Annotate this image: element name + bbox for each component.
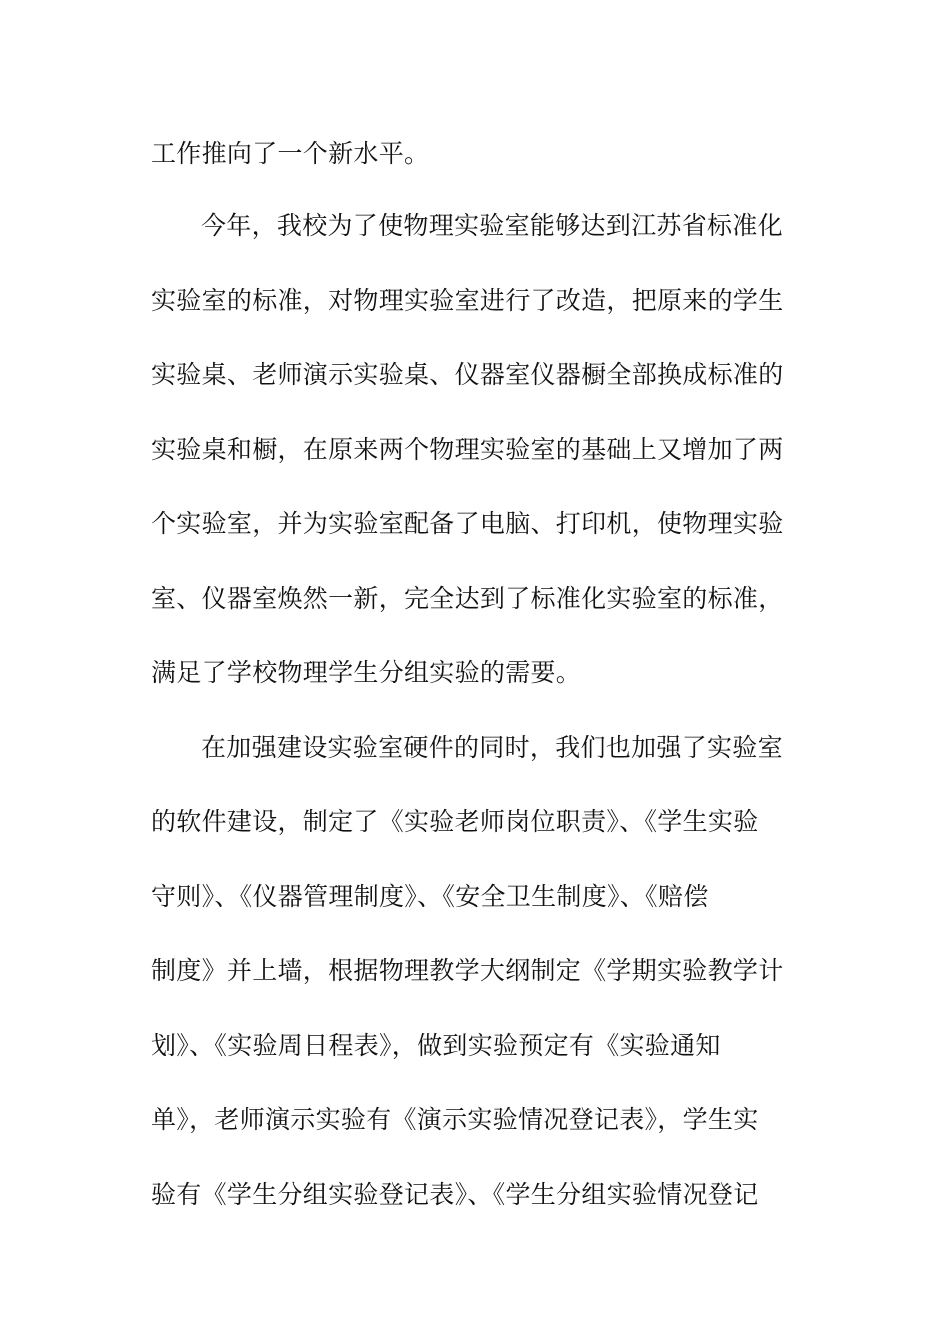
text-line: 守则》、《仪器管理制度》、《安全卫生制度》、《赔偿 <box>151 882 709 911</box>
text-line: 划》、《实验周日程表》，做到实验预定有《实验通知 <box>151 1031 721 1060</box>
text-line: 实验桌和橱，在原来两个物理实验室的基础上又增加了两 <box>151 435 784 464</box>
text-line: 满足了学校物理学生分组实验的需要。 <box>151 658 582 687</box>
text-line: 个实验室，并为实验室配备了电脑、打印机，使物理实验 <box>151 509 784 538</box>
text-line: 室、仪器室焕然一新，完全达到了标准化实验室的标准， <box>151 584 784 613</box>
paragraph-first-line: 今年，我校为了使物理实验室能够达到江苏省标准化 <box>201 211 783 240</box>
text-line: 验有《学生分组实验登记表》、《学生分组实验情况登记 <box>151 1180 759 1209</box>
paragraph-first-line: 在加强建设实验室硬件的同时，我们也加强了实验室 <box>201 733 783 762</box>
text-line: 工作推向了一个新水平。 <box>151 139 430 168</box>
text-line: 实验室的标准，对物理实验室进行了改造，把原来的学生 <box>151 286 784 315</box>
text-line: 制度》并上墙，根据物理教学大纲制定《学期实验教学计 <box>151 956 784 985</box>
text-line: 单》，老师演示实验有《演示实验情况登记表》，学生实 <box>151 1105 759 1134</box>
text-line: 的软件建设，制定了《实验老师岗位职责》、《学生实验 <box>151 807 759 836</box>
text-line: 实验桌、老师演示实验桌、仪器室仪器橱全部换成标准的 <box>151 360 784 389</box>
